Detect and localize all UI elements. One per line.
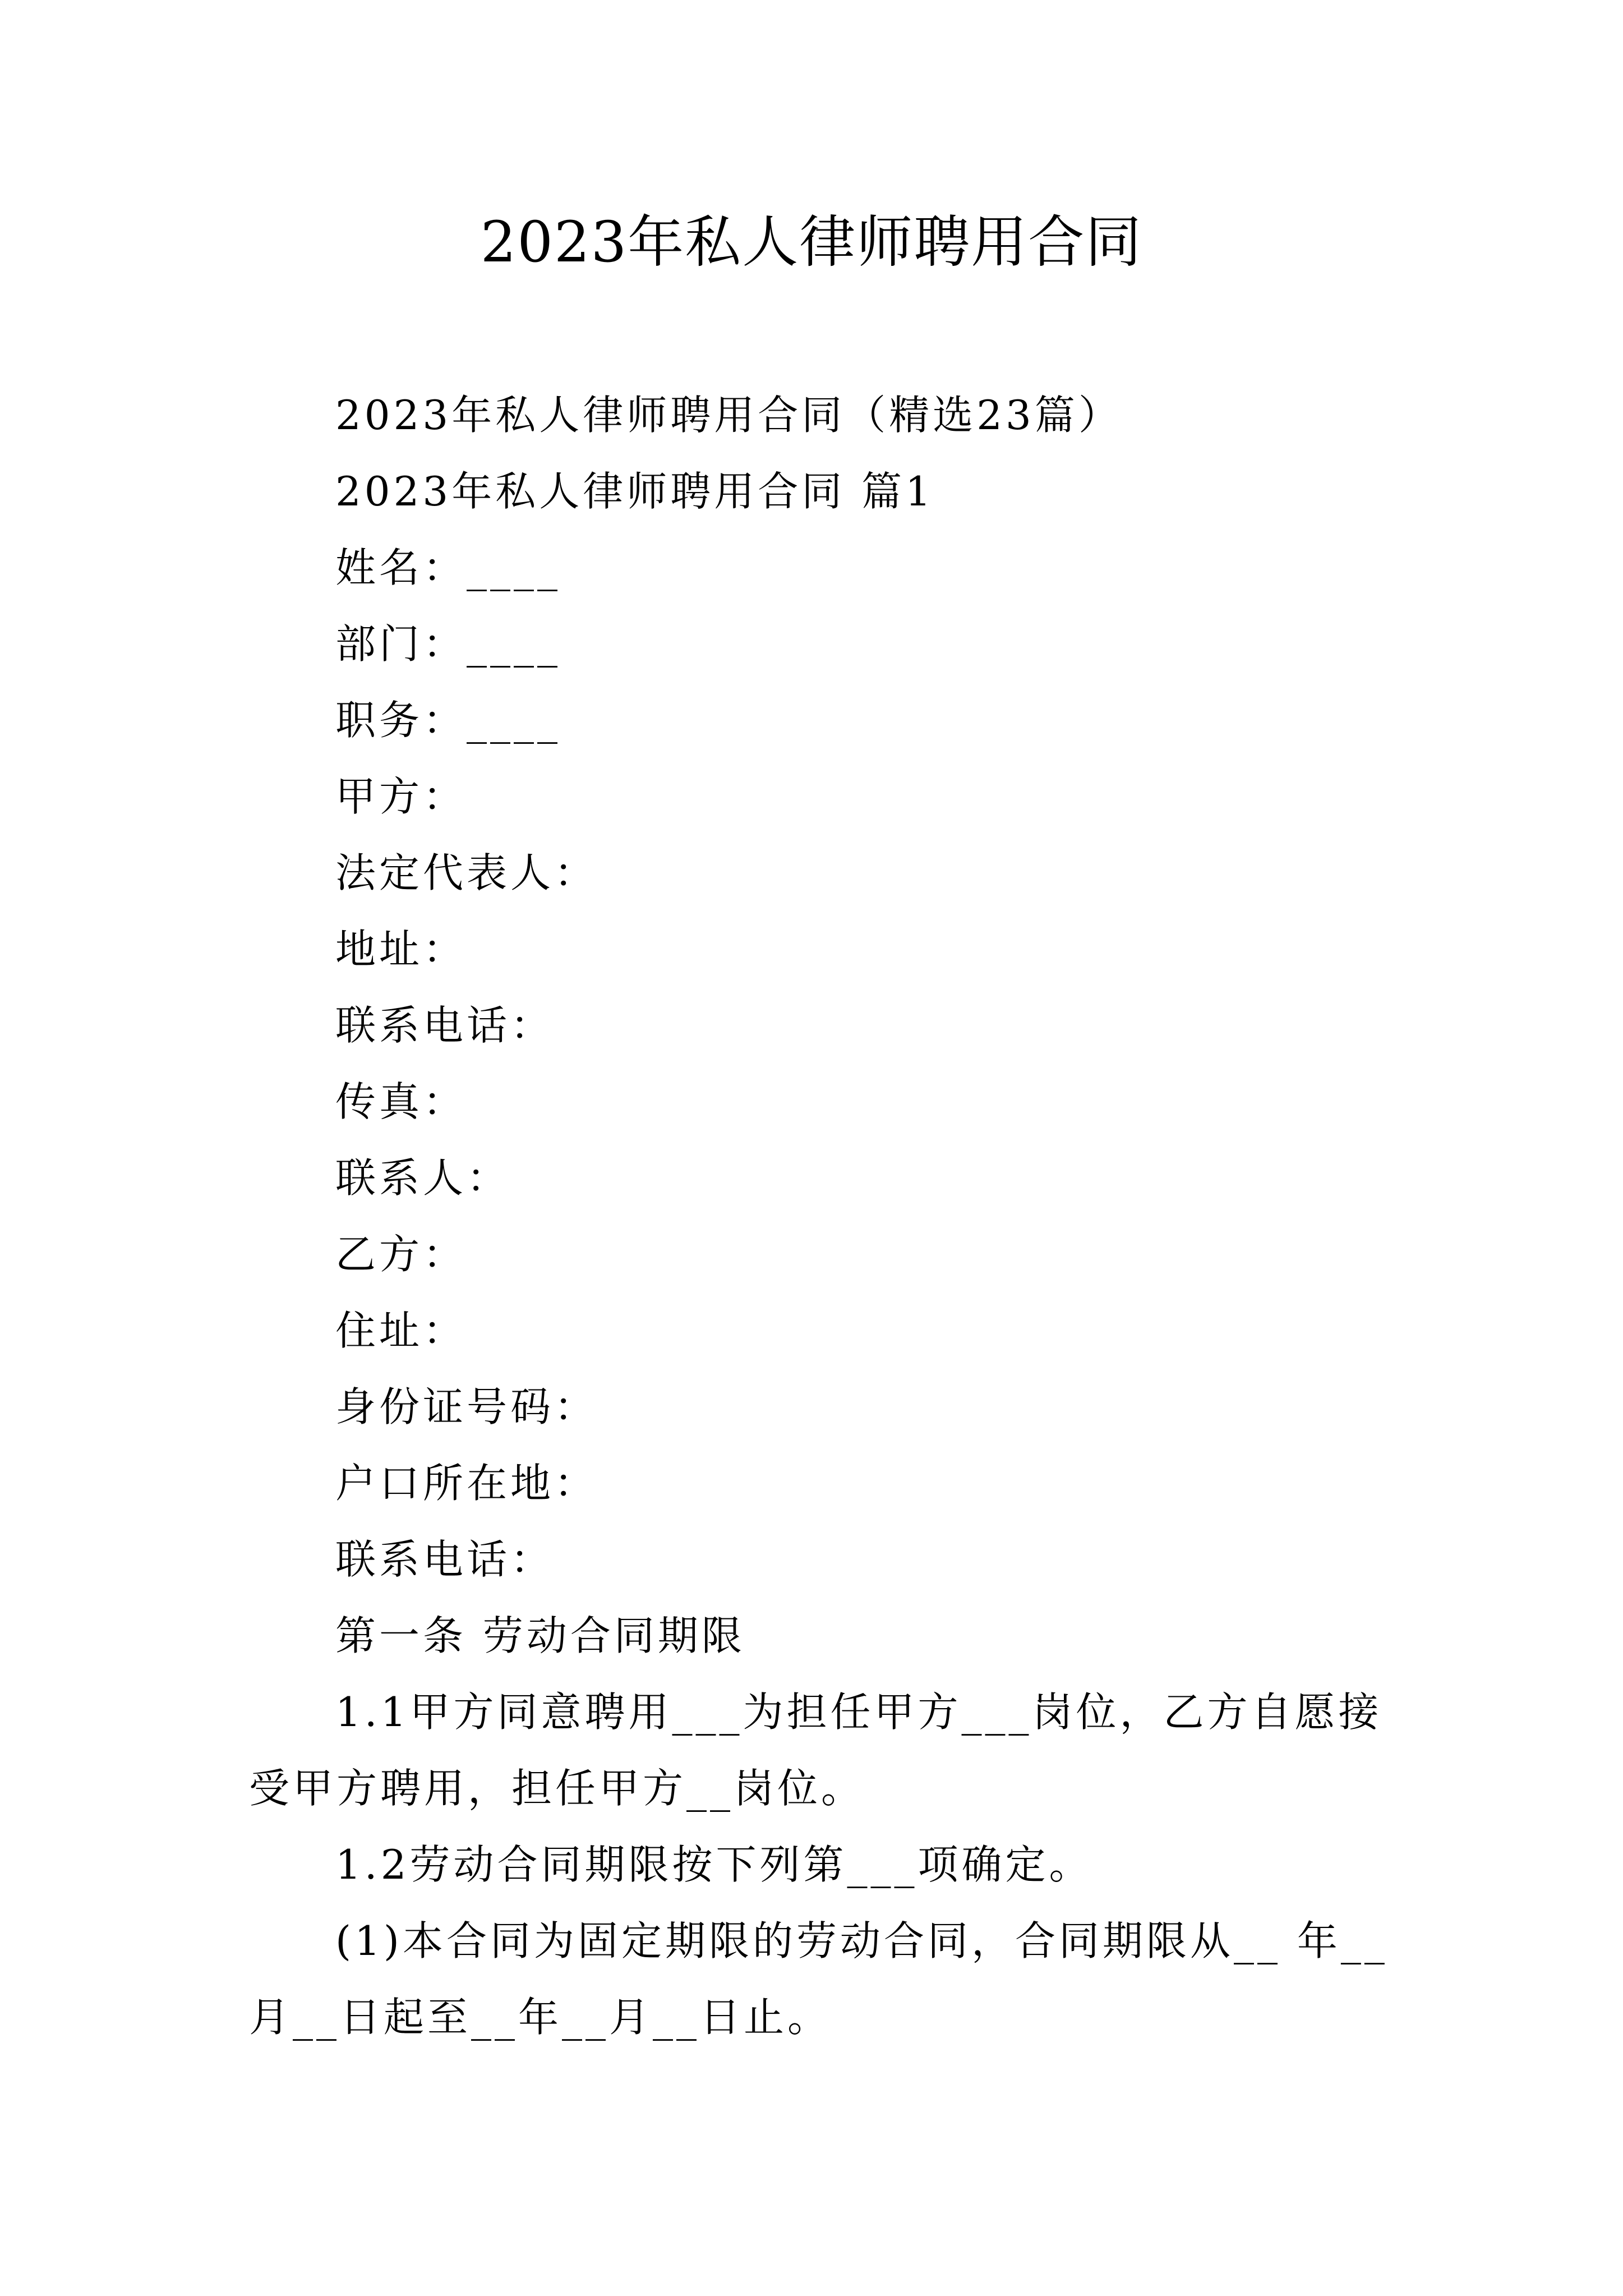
clause-1-1-line-2: 受甲方聘用，担任甲方__岗位。 <box>249 1765 865 1812</box>
field-contact: 联系人： <box>335 1154 511 1202</box>
field-department: 部门：____ <box>335 620 561 668</box>
field-phone-b: 联系电话： <box>335 1536 555 1583</box>
field-id-number: 身份证号码： <box>335 1383 598 1430</box>
field-party-a: 甲方： <box>335 773 467 820</box>
field-hukou: 户口所在地： <box>335 1460 598 1507</box>
clause-1-1-line-1: 1.1甲方同意聘用___为担任甲方___岗位，乙方自愿接 <box>335 1688 1382 1736</box>
field-phone-a: 联系电话： <box>335 1002 555 1049</box>
clause-1-2-1-line-2: 月__日起至__年__月__日止。 <box>249 1994 832 2041</box>
doc-subtitle: 2023年私人律师聘用合同（精选23篇） <box>335 392 1122 439</box>
field-address: 地址： <box>335 926 467 973</box>
field-position: 职务：____ <box>335 697 561 744</box>
field-legal-rep: 法定代表人： <box>335 849 598 896</box>
field-name: 姓名：____ <box>335 544 561 591</box>
field-party-b: 乙方： <box>335 1231 467 1278</box>
document-title: 2023年私人律师聘用合同 <box>480 209 1143 275</box>
field-fax: 传真： <box>335 1078 467 1125</box>
clause-1-2: 1.2劳动合同期限按下列第___项确定。 <box>335 1841 1093 1888</box>
field-residence: 住址： <box>335 1307 467 1354</box>
article-heading: 第一条 劳动合同期限 <box>335 1612 745 1659</box>
doc-section-heading: 2023年私人律师聘用合同 篇1 <box>335 468 934 515</box>
clause-1-2-1-line-1: (1)本合同为固定期限的劳动合同，合同期限从__ 年__ <box>335 1917 1388 1964</box>
